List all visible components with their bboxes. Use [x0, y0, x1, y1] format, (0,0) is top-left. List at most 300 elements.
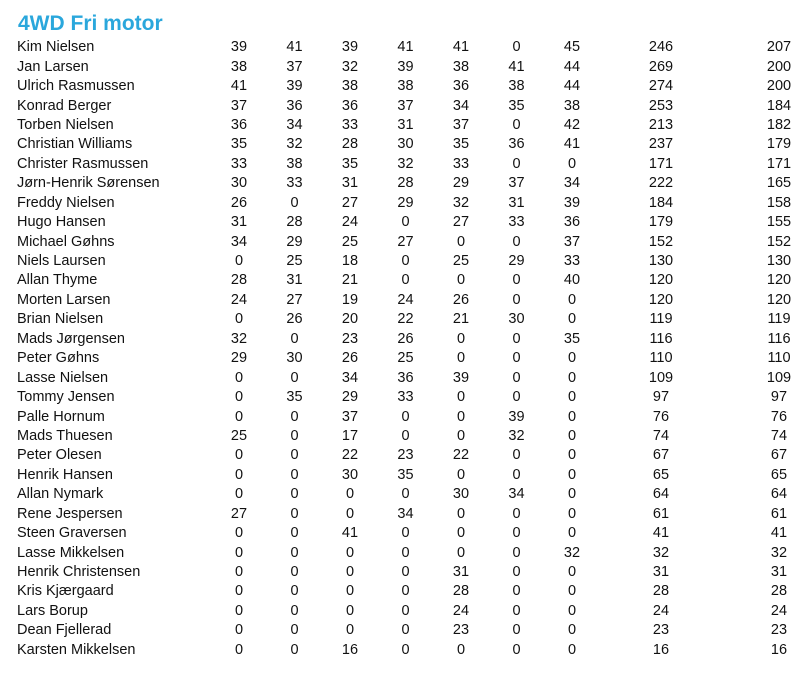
total-points: 31: [652, 564, 670, 581]
column-gap: [533, 252, 557, 271]
race-score: 0: [567, 466, 577, 483]
total-points: 32: [652, 544, 670, 561]
column-gap: [588, 446, 635, 465]
final-points: 120: [766, 272, 792, 289]
column-gap: [588, 427, 635, 446]
column-gap: [311, 116, 335, 135]
race-score: 28: [341, 136, 359, 153]
final-points: 23: [770, 622, 788, 639]
race-score: 26: [397, 330, 414, 347]
column-gap: [422, 524, 446, 543]
total-points: 109: [648, 369, 674, 386]
driver-name: Steen Graversen: [17, 525, 127, 542]
race-score: 0: [567, 155, 577, 172]
final-points: 97: [770, 389, 788, 406]
race-score: 41: [341, 525, 359, 542]
table-row: [16, 407, 805, 426]
column-gap: [588, 77, 635, 96]
column-gap: [311, 291, 335, 310]
table-row: [16, 621, 805, 640]
race-score: 0: [234, 622, 244, 639]
column-gap: [533, 96, 557, 115]
final-points: 179: [766, 136, 792, 153]
column-gap: [687, 621, 753, 640]
race-score: 33: [341, 116, 359, 133]
race-score: 40: [563, 272, 581, 289]
race-score: 0: [567, 447, 577, 464]
column-gap: [533, 194, 557, 213]
driver-name: Christian Williams: [17, 136, 133, 153]
race-score: 0: [234, 389, 244, 406]
column-gap: [422, 155, 446, 174]
column-gap: [687, 232, 753, 251]
race-score: 31: [230, 214, 248, 231]
column-gap: [687, 252, 753, 271]
column-gap: [311, 582, 335, 601]
final-points: 67: [770, 447, 788, 464]
race-score: 24: [452, 602, 470, 619]
race-score: 0: [512, 272, 521, 289]
column-gap: [422, 641, 446, 660]
column-gap: [687, 155, 753, 174]
race-score: 31: [397, 116, 414, 133]
total-points: 24: [652, 602, 670, 619]
total-points: 16: [652, 641, 670, 658]
column-gap: [687, 563, 753, 582]
final-points: 120: [766, 291, 792, 308]
column-gap: [588, 291, 635, 310]
race-score: 35: [452, 136, 470, 153]
driver-name: Brian Nielsen: [17, 311, 104, 328]
column-gap: [533, 174, 557, 193]
column-gap: [687, 368, 753, 387]
total-points: 23: [652, 622, 670, 639]
column-gap: [255, 291, 279, 310]
column-gap: [366, 232, 390, 251]
race-score: 32: [341, 58, 359, 75]
race-score: 34: [452, 97, 470, 114]
race-score: 0: [512, 116, 521, 133]
column-gap: [533, 543, 557, 562]
column-gap: [477, 77, 501, 96]
race-score: 35: [397, 466, 414, 483]
table-row: [16, 582, 805, 601]
race-score: 0: [567, 291, 577, 308]
column-gap: [366, 174, 390, 193]
race-score: 0: [456, 525, 466, 542]
race-score: 0: [456, 350, 466, 367]
final-points: 158: [766, 194, 792, 211]
race-score: 41: [286, 39, 303, 56]
total-points: 110: [649, 350, 673, 367]
column-gap: [255, 524, 279, 543]
column-gap: [533, 524, 557, 543]
column-gap: [422, 427, 446, 446]
column-gap: [588, 543, 635, 562]
column-gap: [311, 602, 335, 621]
race-score: 26: [286, 311, 303, 328]
column-gap: [311, 407, 335, 426]
race-score: 31: [286, 272, 303, 289]
column-gap: [687, 582, 753, 601]
table-row: [16, 77, 805, 96]
column-gap: [255, 232, 279, 251]
race-score: 25: [230, 427, 248, 444]
race-score: 0: [401, 253, 410, 270]
column-gap: [422, 291, 446, 310]
total-points: 76: [652, 408, 670, 425]
column-gap: [687, 466, 753, 485]
race-score: 37: [286, 58, 303, 75]
race-score: 36: [452, 78, 470, 95]
column-gap: [533, 271, 557, 290]
race-score: 32: [397, 155, 414, 172]
race-score: 0: [234, 369, 244, 386]
column-gap: [255, 563, 279, 582]
column-gap: [477, 602, 501, 621]
final-points: 116: [767, 330, 791, 347]
race-score: 0: [567, 525, 577, 542]
total-points: 67: [652, 447, 670, 464]
final-points: 76: [770, 408, 788, 425]
column-gap: [687, 505, 753, 524]
table-row: [16, 96, 805, 115]
driver-name: Mads Jørgensen: [17, 330, 125, 347]
race-score: 35: [508, 97, 525, 114]
table-row: [16, 194, 805, 213]
column-gap: [477, 232, 501, 251]
column-gap: [255, 271, 279, 290]
column-gap: [687, 485, 753, 504]
column-gap: [477, 543, 501, 562]
column-gap: [422, 174, 446, 193]
column-gap: [477, 271, 501, 290]
race-score: 24: [230, 291, 248, 308]
race-score: 0: [512, 466, 521, 483]
column-gap: [533, 563, 557, 582]
column-gap: [422, 330, 446, 349]
race-score: 0: [456, 466, 466, 483]
column-gap: [422, 582, 446, 601]
column-gap: [366, 213, 390, 232]
race-score: 45: [563, 39, 581, 56]
race-score: 24: [341, 214, 359, 231]
driver-name: Ulrich Rasmussen: [17, 78, 135, 95]
race-score: 35: [341, 155, 359, 172]
results-table-body: [16, 38, 805, 660]
race-score: 34: [397, 505, 414, 522]
driver-name: Mads Thuesen: [17, 427, 113, 444]
final-points: 165: [766, 175, 792, 192]
column-gap: [422, 135, 446, 154]
column-gap: [311, 349, 335, 368]
column-gap: [255, 543, 279, 562]
driver-name: Henrik Hansen: [17, 466, 113, 483]
column-gap: [422, 271, 446, 290]
column-gap: [311, 174, 335, 193]
race-score: 0: [401, 214, 410, 231]
total-points: 120: [648, 272, 674, 289]
total-points: 274: [648, 78, 674, 95]
race-score: 0: [512, 544, 521, 561]
column-gap: [311, 194, 335, 213]
table-row: [16, 524, 805, 543]
race-score: 33: [286, 175, 303, 192]
race-score: 30: [452, 486, 470, 503]
race-score: 0: [234, 602, 244, 619]
column-gap: [687, 57, 753, 76]
column-gap: [588, 621, 635, 640]
column-gap: [588, 271, 635, 290]
column-gap: [588, 57, 635, 76]
column-gap: [366, 485, 390, 504]
race-score: 0: [512, 389, 521, 406]
race-score: 28: [230, 272, 248, 289]
race-score: 0: [567, 369, 577, 386]
column-gap: [588, 232, 635, 251]
driver-name: Jørn-Henrik Sørensen: [17, 175, 160, 192]
race-score: 39: [508, 408, 525, 425]
column-gap: [477, 563, 501, 582]
table-row: [16, 543, 805, 562]
column-gap: [311, 446, 335, 465]
race-score: 0: [234, 311, 244, 328]
race-score: 41: [452, 39, 470, 56]
race-score: 32: [508, 427, 525, 444]
race-score: 0: [401, 408, 410, 425]
table-row: [16, 135, 805, 154]
race-score: 30: [286, 350, 303, 367]
column-gap: [422, 213, 446, 232]
race-score: 0: [512, 350, 521, 367]
table-row: [16, 38, 805, 57]
race-score: 36: [286, 97, 303, 114]
column-gap: [687, 174, 753, 193]
race-score: 0: [456, 272, 466, 289]
race-score: 0: [290, 427, 299, 444]
race-score: 38: [230, 58, 248, 75]
table-row: [16, 368, 805, 387]
results-table: [16, 38, 805, 660]
column-gap: [477, 38, 501, 57]
race-score: 0: [401, 564, 410, 581]
column-gap: [588, 524, 635, 543]
column-gap: [311, 388, 335, 407]
driver-name: Lars Borup: [17, 602, 88, 619]
race-score: 22: [397, 311, 414, 328]
race-score: 27: [341, 194, 359, 211]
column-gap: [588, 330, 635, 349]
column-gap: [366, 155, 390, 174]
race-score: 0: [456, 505, 466, 522]
race-score: 0: [345, 622, 355, 639]
race-score: 22: [452, 447, 470, 464]
column-gap: [588, 252, 635, 271]
race-score: 26: [230, 194, 248, 211]
race-score: 0: [567, 505, 577, 522]
final-points: 24: [770, 602, 788, 619]
race-score: 39: [286, 78, 303, 95]
final-points: 207: [766, 39, 792, 56]
race-score: 0: [567, 564, 577, 581]
driver-name: Torben Nielsen: [17, 116, 114, 133]
race-score: 30: [230, 175, 248, 192]
column-gap: [533, 38, 557, 57]
column-gap: [687, 271, 753, 290]
column-gap: [422, 232, 446, 251]
column-gap: [588, 96, 635, 115]
column-gap: [366, 621, 390, 640]
race-score: 0: [290, 486, 299, 503]
column-gap: [311, 213, 335, 232]
race-score: 36: [397, 369, 414, 386]
column-gap: [311, 271, 335, 290]
race-score: 37: [230, 97, 248, 114]
column-gap: [311, 232, 335, 251]
column-gap: [422, 349, 446, 368]
race-score: 24: [397, 291, 414, 308]
race-score: 39: [452, 369, 470, 386]
column-gap: [255, 446, 279, 465]
race-score: 0: [456, 427, 466, 444]
race-score: 0: [456, 408, 466, 425]
total-points: 120: [648, 291, 674, 308]
race-score: 28: [452, 583, 470, 600]
column-gap: [687, 407, 753, 426]
race-score: 33: [508, 214, 525, 231]
column-gap: [588, 466, 635, 485]
race-score: 30: [341, 466, 359, 483]
race-score: 31: [341, 175, 359, 192]
column-gap: [477, 96, 501, 115]
column-gap: [687, 388, 753, 407]
column-gap: [477, 466, 501, 485]
table-row: [16, 213, 805, 232]
driver-name: Karsten Mikkelsen: [17, 641, 136, 658]
race-score: 0: [567, 389, 577, 406]
race-score: 36: [563, 214, 581, 231]
race-score: 0: [345, 544, 355, 561]
column-gap: [422, 194, 446, 213]
column-gap: [311, 135, 335, 154]
race-score: 33: [563, 253, 581, 270]
column-gap: [366, 446, 390, 465]
driver-name: Allan Thyme: [17, 272, 98, 289]
final-points: 31: [770, 564, 788, 581]
column-gap: [255, 155, 279, 174]
column-gap: [366, 505, 390, 524]
table-row: [16, 271, 805, 290]
column-gap: [422, 505, 446, 524]
table-row: [16, 349, 805, 368]
column-gap: [255, 505, 279, 524]
race-score: 33: [397, 389, 414, 406]
column-gap: [687, 349, 753, 368]
column-gap: [687, 330, 753, 349]
total-points: 253: [648, 97, 674, 114]
column-gap: [687, 641, 753, 660]
race-score: 0: [234, 447, 244, 464]
column-gap: [533, 135, 557, 154]
total-points: 152: [648, 233, 674, 250]
race-score: 0: [456, 641, 466, 658]
column-gap: [533, 485, 557, 504]
race-score: 0: [290, 505, 299, 522]
total-points: 61: [652, 505, 670, 522]
column-gap: [533, 232, 557, 251]
race-score: 0: [512, 505, 521, 522]
table-row: [16, 563, 805, 582]
column-gap: [477, 582, 501, 601]
column-gap: [366, 524, 390, 543]
race-score: 0: [567, 602, 577, 619]
race-score: 21: [452, 311, 470, 328]
race-score: 41: [230, 78, 248, 95]
total-points: 64: [652, 486, 670, 503]
column-gap: [588, 194, 635, 213]
column-gap: [588, 155, 635, 174]
race-score: 29: [286, 233, 303, 250]
column-gap: [366, 582, 390, 601]
race-score: 23: [341, 330, 359, 347]
race-score: 31: [508, 194, 525, 211]
column-gap: [366, 543, 390, 562]
race-score: 34: [563, 175, 581, 192]
column-gap: [477, 135, 501, 154]
race-score: 0: [567, 622, 577, 639]
column-gap: [255, 252, 279, 271]
column-gap: [255, 38, 279, 57]
race-score: 35: [563, 330, 581, 347]
race-score: 25: [452, 253, 470, 270]
race-score: 0: [234, 486, 244, 503]
column-gap: [366, 407, 390, 426]
column-gap: [311, 252, 335, 271]
race-score: 0: [512, 525, 521, 542]
column-gap: [255, 330, 279, 349]
race-score: 20: [341, 311, 359, 328]
column-gap: [588, 349, 635, 368]
page-title: 4WD Fri motor: [18, 12, 163, 35]
column-gap: [687, 96, 753, 115]
column-gap: [311, 505, 335, 524]
race-score: 39: [230, 39, 248, 56]
column-gap: [366, 291, 390, 310]
column-gap: [588, 505, 635, 524]
driver-name: Michael Gøhns: [17, 233, 115, 250]
race-score: 33: [452, 155, 470, 172]
column-gap: [533, 621, 557, 640]
final-points: 64: [770, 486, 788, 503]
column-gap: [533, 330, 557, 349]
total-points: 41: [652, 525, 670, 542]
race-score: 41: [508, 58, 525, 75]
column-gap: [255, 77, 279, 96]
column-gap: [533, 427, 557, 446]
column-gap: [533, 57, 557, 76]
column-gap: [477, 174, 501, 193]
column-gap: [588, 485, 635, 504]
column-gap: [588, 310, 635, 329]
race-score: 36: [508, 136, 525, 153]
race-score: 0: [512, 155, 521, 172]
column-gap: [687, 446, 753, 465]
race-score: 0: [234, 641, 244, 658]
race-score: 36: [341, 97, 359, 114]
race-score: 44: [563, 58, 581, 75]
race-score: 0: [401, 544, 410, 561]
table-row: [16, 155, 805, 174]
